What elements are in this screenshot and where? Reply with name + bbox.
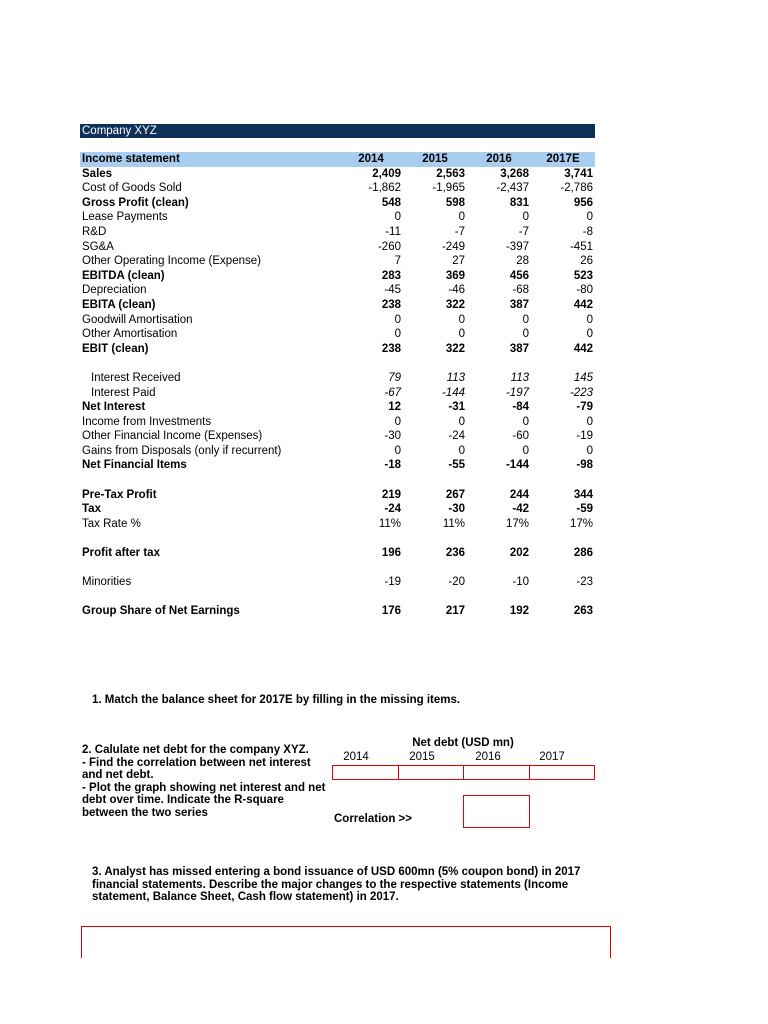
net-debt-year: 2014 xyxy=(343,751,369,763)
row-value xyxy=(467,561,531,576)
row-value xyxy=(403,561,467,576)
row-value: 387 xyxy=(509,342,529,355)
row-value: 236 xyxy=(445,547,465,560)
row-value xyxy=(339,531,403,546)
row-value: 202 xyxy=(509,547,529,560)
row-label: Income from Investments xyxy=(82,415,212,428)
header-label: Income statement xyxy=(80,152,339,167)
table-row xyxy=(80,181,595,196)
row-value: -31 xyxy=(448,401,465,414)
row-value: -249 xyxy=(441,240,465,253)
row-value: -23 xyxy=(576,576,593,589)
row-value: 598 xyxy=(445,196,465,209)
row-value: -197 xyxy=(505,386,529,399)
row-value xyxy=(467,590,531,605)
row-label: EBIT (clean) xyxy=(82,342,149,355)
row-value: 548 xyxy=(381,196,401,209)
row-value: 0 xyxy=(394,328,401,341)
table-row xyxy=(80,269,595,284)
row-label: Pre-Tax Profit xyxy=(82,488,157,501)
row-value: -68 xyxy=(512,284,529,297)
row-value: 0 xyxy=(522,415,529,428)
row-value: 3,268 xyxy=(500,167,529,180)
row-label: Interest Paid xyxy=(91,386,156,399)
row-value: 283 xyxy=(381,269,401,282)
row-value xyxy=(531,590,595,605)
table-row xyxy=(80,458,595,473)
question-3-line: 3. Analyst has missed entering a bond issuance of USD 600mn (5% coupon bond) in 2017 xyxy=(92,866,581,878)
row-label: Tax Rate % xyxy=(82,517,141,530)
row-value: -2,437 xyxy=(496,182,529,195)
row-value: -18 xyxy=(384,459,401,472)
row-value: -67 xyxy=(384,386,401,399)
row-value xyxy=(339,473,403,488)
table-row xyxy=(80,313,595,328)
row-label: EBITDA (clean) xyxy=(82,269,165,282)
row-value: 145 xyxy=(573,371,593,384)
row-value: -8 xyxy=(582,225,593,238)
row-label: Depreciation xyxy=(82,284,147,297)
row-label xyxy=(80,590,339,605)
table-row xyxy=(80,429,595,444)
row-value: 0 xyxy=(586,313,593,326)
row-value: 2,563 xyxy=(436,167,465,180)
row-label xyxy=(80,356,339,371)
table-row xyxy=(80,575,595,590)
row-label: Tax xyxy=(82,503,101,516)
row-value: 0 xyxy=(458,415,465,428)
spacer-row xyxy=(80,531,595,546)
row-label: Lease Payments xyxy=(82,211,168,224)
row-value: -1,862 xyxy=(368,182,401,195)
table-row xyxy=(80,444,595,459)
answer-input-box[interactable] xyxy=(81,926,611,958)
row-value xyxy=(339,590,403,605)
row-value: 0 xyxy=(458,328,465,341)
row-value: -11 xyxy=(385,225,401,238)
row-value: -7 xyxy=(518,225,529,238)
table-row xyxy=(80,298,595,313)
row-value: 0 xyxy=(522,328,529,341)
net-debt-input-2017[interactable] xyxy=(529,765,595,780)
row-value: 956 xyxy=(573,196,593,209)
row-value: -24 xyxy=(384,503,401,516)
row-label: Minorities xyxy=(82,576,132,589)
table-row xyxy=(80,327,595,342)
net-debt-input-2014[interactable] xyxy=(332,765,399,780)
row-label: Interest Received xyxy=(91,371,181,384)
net-debt-title: Net debt (USD mn) xyxy=(412,737,514,749)
row-value: 27 xyxy=(452,255,465,268)
row-value: -19 xyxy=(576,430,593,443)
question-3-line: statement, Balance Sheet, Cash flow statement) in 2017. xyxy=(92,891,399,903)
header-year: 2016 xyxy=(467,152,531,167)
table-row xyxy=(80,371,595,386)
question-3 xyxy=(92,866,580,904)
row-label: Cost of Goods Sold xyxy=(82,182,182,195)
row-value: 17% xyxy=(505,517,529,530)
row-value: -98 xyxy=(576,459,593,472)
row-value: 0 xyxy=(586,211,593,224)
row-value: 192 xyxy=(509,605,529,618)
row-value: 196 xyxy=(381,547,401,560)
table-row xyxy=(80,488,595,503)
table-row xyxy=(80,415,595,430)
row-value xyxy=(467,531,531,546)
spacer-row xyxy=(80,561,595,576)
row-value: 217 xyxy=(445,605,465,618)
row-value: 17% xyxy=(569,517,593,530)
row-value: 244 xyxy=(509,488,529,501)
net-debt-year: 2016 xyxy=(475,751,501,763)
row-value xyxy=(339,561,403,576)
row-value: -30 xyxy=(384,430,401,443)
table-row xyxy=(80,254,595,269)
row-value: 176 xyxy=(381,605,401,618)
row-value: 0 xyxy=(522,313,529,326)
row-value: 238 xyxy=(381,342,401,355)
row-value xyxy=(467,473,531,488)
correlation-input[interactable] xyxy=(463,795,530,828)
row-value: 12 xyxy=(388,401,401,414)
question-3-line: financial statements. Describe the major changes to the respective statements (Income xyxy=(92,878,569,891)
net-debt-input-2015[interactable] xyxy=(398,765,464,780)
row-value: -20 xyxy=(448,576,465,589)
row-value: 0 xyxy=(458,211,465,224)
row-value: -223 xyxy=(569,386,593,399)
row-value: 369 xyxy=(445,269,465,282)
row-value: 267 xyxy=(445,488,465,501)
row-value: 0 xyxy=(394,313,401,326)
row-label: Net Financial Items xyxy=(82,459,187,472)
row-value: -19 xyxy=(384,576,401,589)
row-value: 286 xyxy=(573,547,593,560)
row-label: SG&A xyxy=(82,240,114,253)
row-value: -42 xyxy=(512,503,529,516)
row-label: Other Financial Income (Expenses) xyxy=(82,430,263,443)
row-value xyxy=(531,561,595,576)
row-value: -45 xyxy=(384,284,401,297)
header-year: 2015 xyxy=(403,152,467,167)
row-label: R&D xyxy=(82,225,107,238)
header-year: 2014 xyxy=(339,152,403,167)
row-label: Sales xyxy=(82,167,113,180)
row-value xyxy=(403,531,467,546)
table-header-row xyxy=(80,152,595,167)
table-row xyxy=(80,386,595,401)
table-row xyxy=(80,196,595,211)
row-label: Goodwill Amortisation xyxy=(82,313,193,326)
row-value xyxy=(531,473,595,488)
row-value: 442 xyxy=(573,298,593,311)
row-value: 0 xyxy=(522,211,529,224)
row-value: 0 xyxy=(458,444,465,457)
table-row xyxy=(80,546,595,561)
question-2 xyxy=(82,744,332,819)
row-value: 322 xyxy=(445,342,465,355)
row-value: -59 xyxy=(576,503,593,516)
row-value: 2,409 xyxy=(372,167,401,180)
spacer-row xyxy=(80,356,595,371)
row-value: 0 xyxy=(394,415,401,428)
table-row xyxy=(80,167,595,182)
spacer-row xyxy=(80,473,595,488)
row-label: Group Share of Net Earnings xyxy=(82,605,240,618)
row-value: -79 xyxy=(576,401,593,414)
question-2-line: debt over time. Indicate the R-square xyxy=(82,794,284,806)
question-1: 1. Match the balance sheet for 2017E by filling in the missing items. xyxy=(92,694,461,706)
row-label xyxy=(80,531,339,546)
income-statement-table xyxy=(80,152,595,619)
row-value: 0 xyxy=(586,328,593,341)
spacer-row xyxy=(80,590,595,605)
row-value: 442 xyxy=(573,342,593,355)
row-value: 0 xyxy=(394,444,401,457)
row-value: 831 xyxy=(509,196,529,209)
row-value: -30 xyxy=(448,503,465,516)
row-value: 456 xyxy=(509,269,529,282)
row-value: -1,965 xyxy=(432,182,465,195)
question-2-line: and net debt. xyxy=(82,769,154,781)
company-title-bar: Company XYZ xyxy=(80,124,595,138)
row-value xyxy=(403,473,467,488)
table-row xyxy=(80,342,595,357)
row-value: 28 xyxy=(516,255,529,268)
row-value: -80 xyxy=(576,284,593,297)
row-value: -260 xyxy=(377,240,401,253)
table-row xyxy=(80,517,595,532)
row-label: Gross Profit (clean) xyxy=(82,196,189,209)
row-value: 11% xyxy=(378,517,401,530)
row-value: -7 xyxy=(454,225,465,238)
table-row xyxy=(80,225,595,240)
row-value: 113 xyxy=(510,371,529,384)
row-label: Other Amortisation xyxy=(82,328,178,341)
row-value: 0 xyxy=(458,313,465,326)
row-value: 0 xyxy=(394,211,401,224)
header-year: 2017E xyxy=(531,152,595,167)
row-value: 11% xyxy=(442,517,465,530)
table-row xyxy=(80,240,595,255)
row-label xyxy=(80,561,339,576)
row-value xyxy=(531,356,595,371)
table-row xyxy=(80,400,595,415)
row-value: 79 xyxy=(388,371,401,384)
row-value: 26 xyxy=(580,255,593,268)
net-debt-year: 2015 xyxy=(409,751,435,763)
table-row xyxy=(80,283,595,298)
row-value: -10 xyxy=(512,576,529,589)
row-value: -46 xyxy=(448,284,465,297)
table-row xyxy=(80,210,595,225)
row-value: 322 xyxy=(445,298,465,311)
correlation-label: Correlation >> xyxy=(334,813,412,825)
row-value: 344 xyxy=(573,488,593,501)
row-label: Net Interest xyxy=(82,401,146,414)
row-value: 523 xyxy=(573,269,593,282)
row-value: -2,786 xyxy=(560,182,593,195)
row-value: 219 xyxy=(381,488,401,501)
row-value: 0 xyxy=(586,415,593,428)
row-value: 7 xyxy=(394,255,401,268)
row-value: 0 xyxy=(586,444,593,457)
row-label xyxy=(80,473,339,488)
row-value: 0 xyxy=(522,444,529,457)
row-label: Gains from Disposals (only if recurrent) xyxy=(82,444,282,457)
row-value: -397 xyxy=(505,240,529,253)
row-value: 238 xyxy=(381,298,401,311)
row-value: -84 xyxy=(512,401,529,414)
row-value: -451 xyxy=(569,240,593,253)
net-debt-year: 2017 xyxy=(539,751,565,763)
row-value: 113 xyxy=(446,371,465,384)
row-value: 387 xyxy=(509,298,529,311)
row-value xyxy=(531,531,595,546)
row-value: -60 xyxy=(512,430,529,443)
row-value xyxy=(403,590,467,605)
row-value: -55 xyxy=(448,459,465,472)
row-value: -144 xyxy=(441,386,465,399)
row-value: 3,741 xyxy=(564,167,593,180)
table-row xyxy=(80,502,595,517)
row-value xyxy=(403,356,467,371)
question-2-line: - Find the correlation between net interest xyxy=(82,756,311,769)
row-label: Other Operating Income (Expense) xyxy=(82,255,261,268)
row-label: Profit after tax xyxy=(82,547,160,560)
question-2-line: between the two series xyxy=(82,806,208,819)
row-label: EBITA (clean) xyxy=(82,298,156,311)
net-debt-input-2016[interactable] xyxy=(463,765,530,780)
question-2-line: 2. Calulate net debt for the company XYZ. xyxy=(82,744,309,756)
row-value: -144 xyxy=(505,459,529,472)
question-2-line: - Plot the graph showing net interest and net xyxy=(82,781,326,794)
row-value xyxy=(467,356,531,371)
row-value: 263 xyxy=(573,605,593,618)
row-value: -24 xyxy=(448,430,465,443)
row-value xyxy=(339,356,403,371)
table-row xyxy=(80,604,595,619)
